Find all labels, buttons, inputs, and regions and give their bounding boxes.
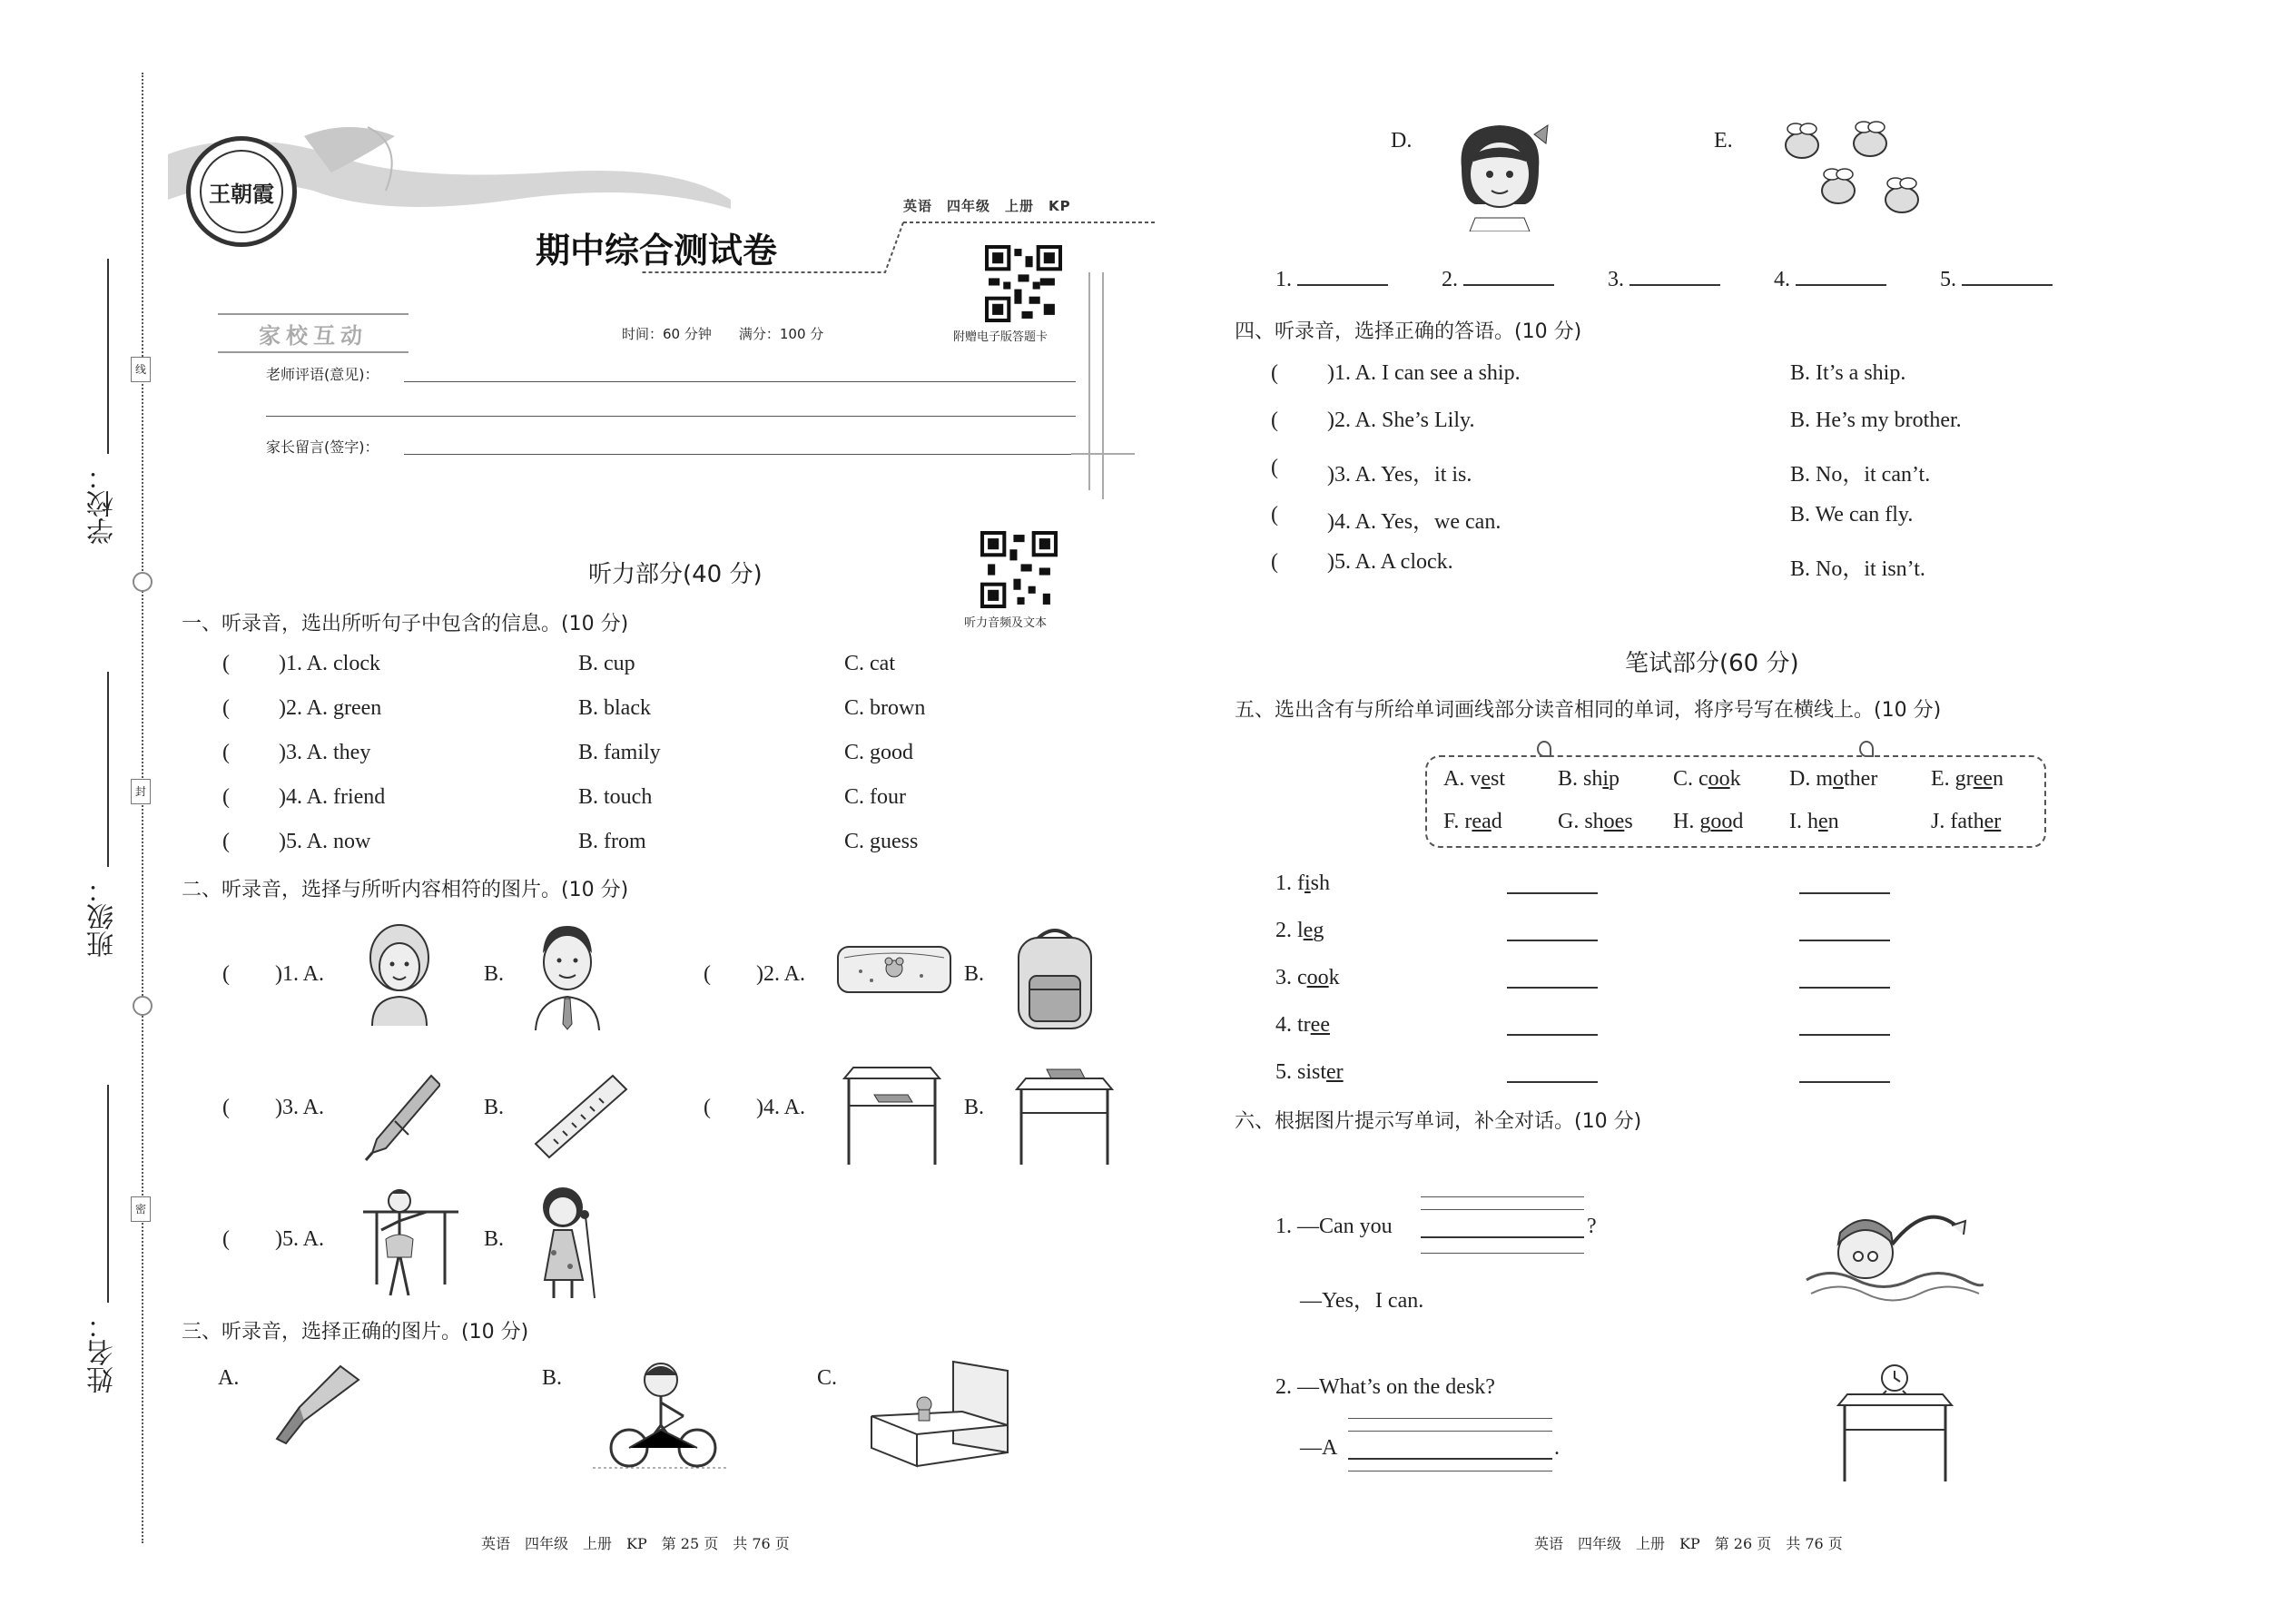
s2-q3: ( )3. A. [222,1096,324,1119]
class-line [107,672,109,867]
answer-paren[interactable] [1286,503,1327,528]
qr-code-icon [980,531,1058,608]
answer-paren[interactable] [238,696,279,722]
class-label: 班级： [87,876,119,958]
option-word: C. cook [1673,767,1741,791]
s6-q2-line2: —A [1300,1436,1338,1460]
s3-answer-4[interactable]: 4. [1774,268,1886,292]
binding-hole-icon [133,572,153,592]
footer-left: 英语 四年级 上册 KP 第 25 页 共 76 页 [481,1535,790,1552]
bees-icon [1770,118,1934,231]
teacher-comment-field[interactable] [404,381,1076,382]
answer-blank[interactable] [1799,987,1890,989]
s6-q1-line2: —Yes，I can. [1300,1289,1424,1313]
ruler-icon [531,1071,631,1162]
option-word: B. ship [1558,767,1620,791]
writing-heading: 笔试部分(60 分) [1625,650,1799,677]
book-on-desk-icon [1012,1060,1117,1169]
footer-right: 英语 四年级 上册 KP 第 26 页 共 76 页 [1534,1535,1843,1552]
section-5-title: 五、选出含有与所给单词画线部分读音相同的单词，将序号写在横线上。(10 分) [1235,699,1942,722]
answer-blank[interactable] [1799,1034,1890,1036]
s3-answer-1[interactable]: 1. [1275,268,1388,292]
pencil-case-icon [835,940,953,999]
parent-comment-label: 家长留言(签字)： [266,438,379,456]
s3-answer-3[interactable]: 3. [1608,268,1720,292]
qr-caption: 听力音频及文本 [964,616,1048,630]
answer-blank[interactable] [1507,987,1598,989]
pin-icon [1859,741,1874,757]
four-line-guide [1348,1418,1552,1419]
answer-blank[interactable] [1507,940,1598,941]
s3-d-label: D. [1391,129,1413,153]
option-word: I. hen [1789,810,1839,833]
option-word: D. mother [1789,767,1878,791]
section-4-title: 四、听录音，选择正确的答语。(10 分) [1235,320,1582,343]
s2-q3-b: B. [484,1096,505,1119]
man-face-icon [527,917,608,1030]
answer-blank[interactable] [1507,892,1598,894]
school-line [107,259,109,454]
brand-logo: 王朝霞 [186,136,297,247]
answer-blank[interactable] [1507,1081,1598,1083]
section-1-title: 一、听录音，选出所听句子中包含的信息。(10 分) [182,613,629,635]
pin-icon [1537,741,1551,757]
s6-q1-mark: ? [1587,1215,1597,1238]
school-label: 学校： [87,463,119,545]
answer-blank[interactable] [1799,892,1890,894]
book-under-desk-icon [840,1060,944,1169]
s3-e-label: E. [1714,129,1733,153]
binding-dotted-line [142,73,143,1543]
swimmer-icon [1802,1189,1984,1312]
answer-paren[interactable] [238,785,279,811]
seal-mark-3: 密 [131,1196,151,1222]
s2-q5: ( )5. A. [222,1227,324,1251]
s3-answer-2[interactable]: 2. [1442,268,1554,292]
s2-q4-b: B. [964,1096,985,1119]
answer-paren[interactable] [238,830,279,855]
section-6-title: 六、根据图片提示写单词，补全对话。(10 分) [1235,1110,1642,1133]
answer-paren[interactable] [1286,550,1327,576]
corner-frame-decoration [1071,272,1135,499]
s2-q1: ( )1. A. [222,962,324,986]
girl-dancing-icon [359,1185,463,1298]
s6-q2-line1: 2. —What’s on the desk? [1275,1375,1495,1399]
option-word: J. father [1931,810,2002,833]
name-label: 姓名： [87,1312,119,1393]
knife-icon [268,1357,368,1448]
seal-mark-2: 封 [131,779,151,804]
s3-a-label: A. [218,1366,240,1390]
answer-paren[interactable] [1286,456,1327,481]
name-line [107,1085,109,1303]
s3-answer-5[interactable]: 5. [1940,268,2053,292]
option-word: E. green [1931,767,2004,791]
woman-face-icon [359,917,440,1026]
s5-word: 1. fish [1275,871,1331,895]
s2-q1-b: B. [484,962,505,986]
option-word: G. shoes [1558,810,1633,833]
parent-comment-field[interactable] [404,454,1076,455]
four-line-guide [1421,1253,1584,1254]
schoolbag-icon [1009,921,1100,1035]
boy-riding-bike-icon [588,1357,733,1475]
s3-b-label: B. [542,1366,563,1390]
qr-code-icon [985,245,1062,322]
pen-icon [359,1071,440,1162]
s6-q1-line1: 1. —Can you [1275,1215,1393,1238]
toy-on-bed-icon [862,1357,1012,1471]
answer-paren[interactable] [1286,361,1327,387]
listening-heading: 听力部分(40 分) [588,561,763,588]
s6-answer-1[interactable] [1421,1236,1584,1238]
girl-face-icon [1448,118,1552,231]
option-word: F. read [1443,810,1502,833]
teacher-comment-label: 老师评语(意见)： [266,366,379,383]
answer-paren[interactable] [1286,408,1327,434]
four-line-guide [1421,1209,1584,1210]
subject-tag: 英语 四年级 上册 KP [903,198,1071,214]
answer-paren[interactable] [238,741,279,766]
four-line-guide [1348,1431,1552,1432]
s2-q5-b: B. [484,1227,505,1251]
time-score: 时间：60 分钟 满分：100 分 [622,326,824,342]
s2-q2-b: B. [964,962,985,986]
binding-hole-icon [133,996,153,1016]
s5-word: 2. leg [1275,919,1324,942]
answer-blank[interactable] [1799,940,1890,941]
section-3-title: 三、听录音，选择正确的图片。(10 分) [182,1321,529,1343]
option-word: A. vest [1443,767,1506,791]
s3-c-label: C. [817,1366,838,1390]
clock-on-desk-icon [1834,1362,1956,1484]
s2-q2: ( )2. A. [704,962,805,986]
option-word: H. good [1673,810,1744,833]
qr-caption: 附赠电子版答题卡 [953,330,1049,344]
s2-q4: ( )4. A. [704,1096,805,1119]
section-2-title: 二、听录音，选择与所听内容相符的图片。(10 分) [182,879,629,901]
s6-q2-dot: . [1554,1436,1560,1460]
teacher-comment-field-2[interactable] [266,416,1076,417]
seal-line-mark: 线 [131,357,151,382]
s5-word: 5. sister [1275,1060,1344,1084]
s5-word: 3. cook [1275,966,1340,989]
girl-singing-icon [527,1180,608,1303]
s5-word: 4. tree [1275,1013,1330,1037]
answer-blank[interactable] [1799,1081,1890,1083]
s6-answer-2[interactable] [1348,1458,1552,1460]
answer-blank[interactable] [1507,1034,1598,1036]
page-title: 期中综合测试卷 [536,230,778,271]
home-school-badge: 家校互动 [218,313,409,353]
four-line-guide [1421,1196,1584,1197]
answer-paren[interactable] [238,652,279,677]
